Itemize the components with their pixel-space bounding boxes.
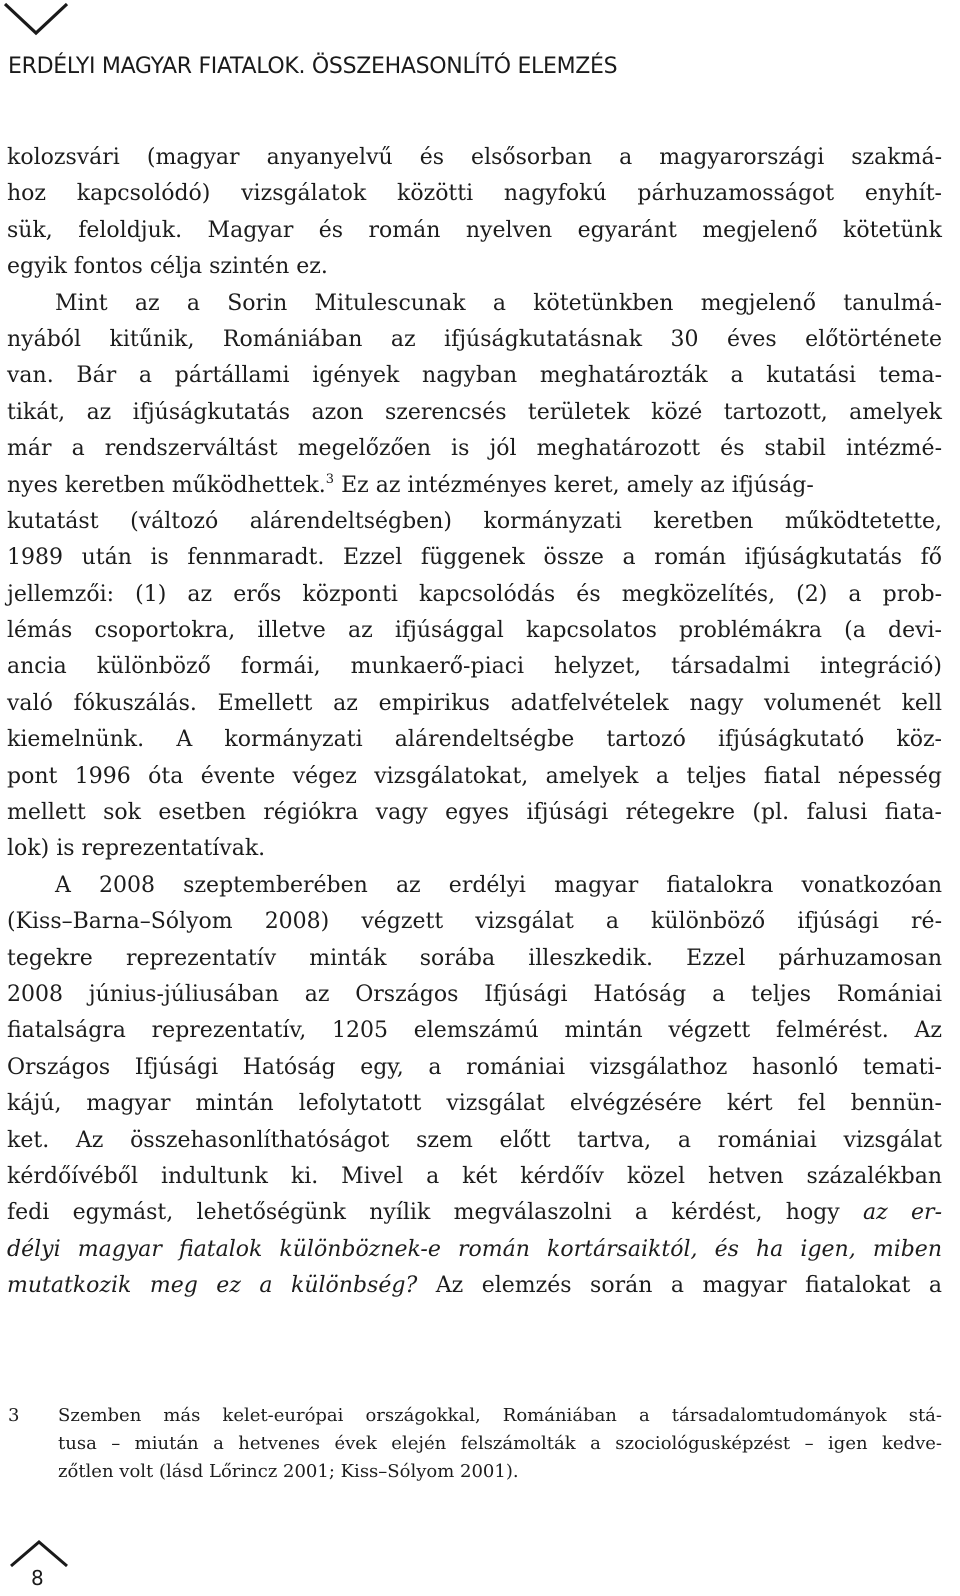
text-line xyxy=(7,1232,942,1268)
body-text xyxy=(7,140,942,1305)
text-line: A 2008 szeptemberében az erdélyi magyar fiatalokra vonatkozóan xyxy=(55,872,942,898)
text-line: Országos Ifjúsági Hatóság egy, a romániai vizsgálathoz hasonló temati- xyxy=(7,1054,942,1080)
text-line: ket. Az összehasonlíthatóságot szem előtt tartva, a romániai vizsgálat xyxy=(7,1127,942,1153)
text-line: tegekre reprezentatív minták sorába illeszkedik. Ezzel párhuzamosan xyxy=(7,945,942,971)
page-number: 8 xyxy=(31,1566,44,1590)
italic-segment: délyi magyar fiatalok különböznek-e román kortársaiktól, és ha igen, miben xyxy=(7,1236,942,1262)
text-line: kutatást (változó alárendeltségben) kormányzati keretben működtetette, xyxy=(7,508,942,534)
text-line: lok) is reprezentatívak. xyxy=(7,836,266,862)
footnote xyxy=(58,1402,942,1486)
text-line: kájú, magyar mintán lefolytatott vizsgálat elvégzésére kért fel bennün- xyxy=(7,1091,942,1117)
footnote-line: zőtlen volt (lásd Lőrincz 2001; Kiss–Sólyom 2001). xyxy=(58,1461,519,1482)
text-line: tikát, az ifjúságkutatás azon szerencsés területek közé tartozott, amelyek xyxy=(7,399,942,425)
footnote-reference[interactable]: 3 xyxy=(325,471,335,487)
text-line: fiatalságra reprezentatív, 1205 elemszámú mintán végzett felmérést. Az xyxy=(7,1018,942,1044)
text-line: lémás csoportokra, illetve az ifjúsággal kapcsolatos problémákra (a devi- xyxy=(7,618,942,644)
text-line: Mint az a Sorin Mitulescunak a kötetünkben megjelenő tanulmá- xyxy=(55,290,942,316)
text-line: jellemzői: (1) az erős központi kapcsolódás és megközelítés, (2) a prob- xyxy=(7,581,942,607)
text-segment: Az elemzés során a magyar fiatalokat a xyxy=(417,1273,943,1299)
text-line: egyik fontos célja szintén ez. xyxy=(7,254,328,280)
running-header: ERDÉLYI MAGYAR FIATALOK. ÖSSZEHASONLÍTÓ ELEMZÉS xyxy=(8,54,618,79)
text-line: pont 1996 óta évente végez vizsgálatokat, amelyek a teljes fiatal népesség xyxy=(7,763,942,789)
text-line: való fókuszálás. Emellett az empirikus adatfelvételek nagy volumenét kell xyxy=(7,690,942,716)
text-line xyxy=(7,1195,942,1231)
text-line: kérdőívéből indultunk ki. Mivel a két kérdőív közel hetven százalékban xyxy=(7,1163,942,1189)
text-line: hoz kapcsolódó) vizsgálatok közötti nagyfokú párhuzamosságot enyhít- xyxy=(7,181,942,207)
text-line xyxy=(7,468,942,504)
italic-segment: az er- xyxy=(863,1200,943,1226)
footnote-number: 3 xyxy=(8,1405,20,1426)
footnote-line: tusa – miután a hetvenes évek elején felszámolták a szociológusképzést – igen kedve- xyxy=(58,1433,942,1454)
text-line xyxy=(7,1268,942,1304)
text-line: mellett sok esetben régiókra vagy egyes ifjúsági rétegekre (pl. falusi fiata- xyxy=(7,800,942,826)
footnote-line: Szemben más kelet-európai országokkal, Romániában a társadalomtudományok stá- xyxy=(58,1405,942,1426)
text-line: már a rendszerváltást megelőzően is jól meghatározott és stabil intézmé- xyxy=(7,436,942,462)
text-segment: nyes keretben működhettek. xyxy=(7,472,326,498)
text-line: nyából kitűnik, Romániában az ifjúságkutatásnak 30 éves előtörténete xyxy=(7,326,942,352)
text-line: kiemelnünk. A kormányzati alárendeltségbe tartozó ifjúságkutató köz- xyxy=(7,727,942,753)
text-line: 2008 június-júliusában az Országos Ifjúsági Hatóság a teljes Romániai xyxy=(7,981,942,1007)
text-line: kolozsvári (magyar anyanyelvű és elsősorban a magyarországi szakmá- xyxy=(7,145,942,170)
text-segment: Ez az intézményes keret, amely az ifjúság- xyxy=(334,472,814,498)
italic-segment: mutatkozik meg ez a különbség? xyxy=(7,1273,418,1299)
text-line: 1989 után is fennmaradt. Ezzel függenek össze a román ifjúságkutatás fő xyxy=(7,545,942,571)
text-line: (Kiss–Barna–Sólyom 2008) végzett vizsgálat a különböző ifjúsági ré- xyxy=(7,909,942,935)
chevron-down-icon xyxy=(2,0,74,40)
text-line: van. Bár a pártállami igények nagyban meghatározták a kutatási tema- xyxy=(7,363,942,389)
text-line: ancia különböző formái, munkaerő-piaci helyzet, társadalmi integráció) xyxy=(7,654,942,680)
text-line: sük, feloldjuk. Magyar és román nyelven egyaránt megjelenő kötetünk xyxy=(7,217,942,243)
text-segment: fedi egymást, lehetőségünk nyílik megválaszolni a kérdést, hogy xyxy=(7,1200,864,1226)
